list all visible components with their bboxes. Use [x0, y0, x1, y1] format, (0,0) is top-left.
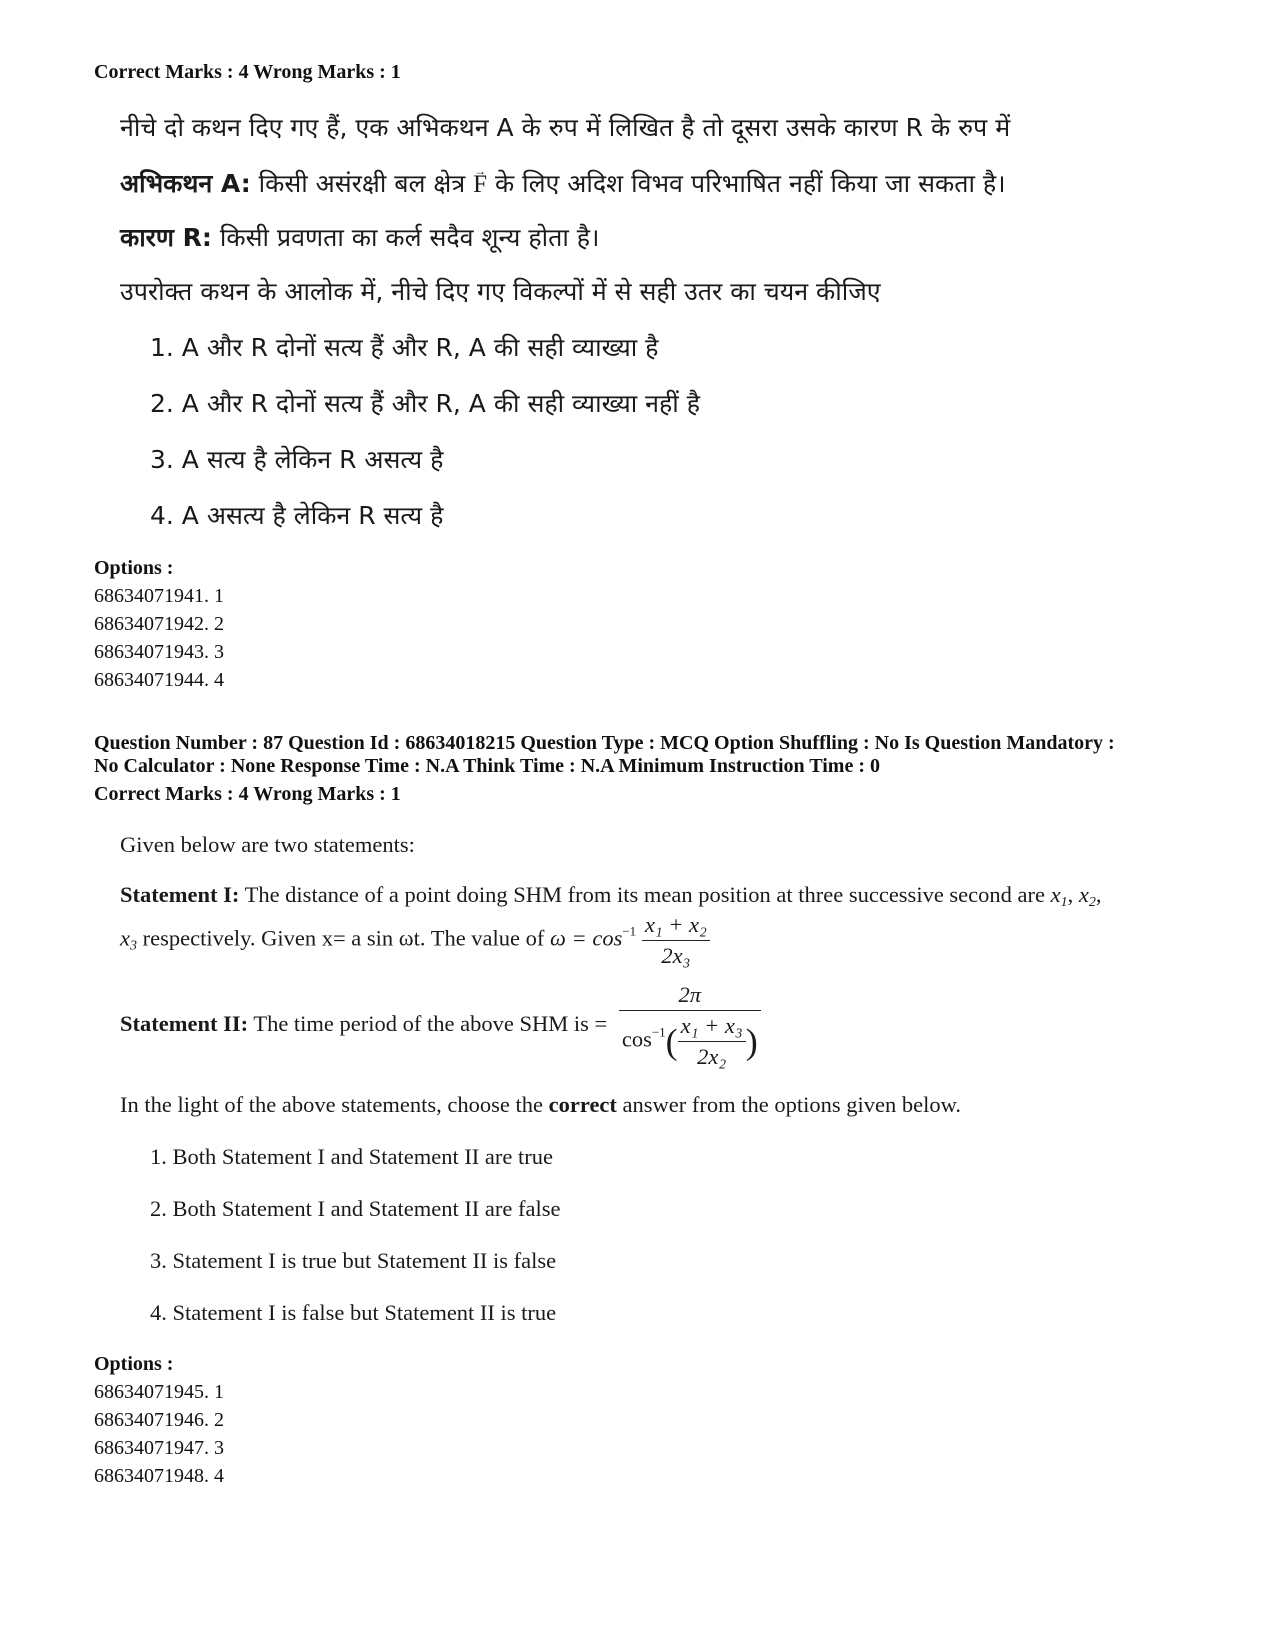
q87-choice-2: 2. Both Statement I and Statement II are false: [150, 1196, 561, 1221]
q86-option-4: 68634071944. 4: [94, 669, 224, 691]
q86-instruction: उपरोक्त कथन के आलोक में, नीचे दिए गए विकल्पों में से सही उतर का चयन कीजिए: [120, 277, 881, 306]
q87-marks: Correct Marks : 4 Wrong Marks : 1: [94, 783, 401, 805]
q86-reason: [120, 222, 600, 254]
q86-reason-text: किसी प्रवणता का कर्ल सदैव शून्य होता है।: [219, 223, 600, 252]
q87-header-line1: Question Number : 87 Question Id : 68634018215 Question Type : MCQ Option Shuffling : No Is Question Mandatory :: [94, 732, 1115, 754]
q87-choice-4: 4. Statement I is false but Statement II is true: [150, 1300, 557, 1325]
q86-force-symbol: → F: [473, 169, 487, 201]
q87-instruction-post: answer from the options given below.: [622, 1092, 962, 1117]
q86-intro: नीचे दो कथन दिए गए हैं, एक अभिकथन A के रुप में लिखित है तो दूसरा उसके कारण R के रुप में: [120, 113, 1011, 142]
q86-marks: Correct Marks : 4 Wrong Marks : 1: [94, 61, 401, 83]
q87-instruction-pre: In the light of the above statements, choose the: [120, 1092, 544, 1117]
q87-header-line2: No Calculator : None Response Time : N.A Think Time : N.A Minimum Instruction Time : 0: [94, 755, 880, 777]
q87-options-label: Options :: [94, 1353, 174, 1375]
q87-s1-x1: x: [1050, 882, 1061, 907]
q87-s2-inner-den: 2x₂: [697, 1044, 727, 1069]
q86-option-1: 68634071941. 1: [94, 585, 224, 607]
q87-option-2: 68634071946. 2: [94, 1409, 224, 1431]
q86-assertion-pre: किसी असंरक्षी बल क्षेत्र: [258, 169, 466, 198]
q87-s1-omega: ω = cos: [550, 925, 623, 951]
q87-s1-respectively: respectively. Given: [142, 925, 317, 951]
q87-s1-x3: x: [120, 925, 130, 951]
q87-s1-x2: x: [1078, 882, 1089, 907]
q87-s1-label: Statement I:: [120, 882, 240, 907]
q87-s2-text: The time period of the above SHM is =: [253, 1011, 608, 1037]
q87-statement2: [120, 980, 761, 1072]
q87-s1-given: x= a sin ωt. The value of: [321, 925, 545, 951]
q86-choice-4: 4. A असत्य है लेकिन R सत्य है: [150, 501, 444, 530]
q87-s2-inner-fraction: [678, 1011, 746, 1072]
q86-options-label: Options :: [94, 557, 174, 579]
q87-s1-text: The distance of a point doing SHM from its mean position at three successive second are: [244, 882, 1045, 907]
q86-assertion: [120, 168, 1006, 201]
q86-choice-1: 1. A और R दोनों सत्य हैं और R, A की सही व्याख्या है: [150, 333, 659, 362]
q87-instruction-bold: correct: [548, 1092, 617, 1117]
q87-s2-inner-num: x₁ + x₃: [678, 1011, 746, 1042]
q87-intro: Given below are two statements:: [120, 832, 415, 857]
q86-reason-label: कारण R:: [120, 223, 212, 252]
q87-s2-label: Statement II:: [120, 1011, 249, 1037]
q87-s2-fraction: 2π $\cos^{-1}$( $\frac{\text{x₁ + x₃}}{\text{2x₂}}$ ): [619, 980, 761, 1072]
q87-s1-fraction: [642, 910, 710, 971]
q86-option-3: 68634071943. 3: [94, 641, 224, 663]
q87-s2-cos: cos: [621, 1026, 652, 1052]
q87-instruction: [120, 1090, 961, 1120]
q87-statement1-line1: Statement I: The distance of a point doing SHM from its mean position at three successive second are $x_1$, $x_2$,: [120, 882, 1102, 910]
q87-choice-3: 3. Statement I is true but Statement II is false: [150, 1248, 557, 1273]
q87-s1-fraction-den: 2x₃: [661, 943, 691, 968]
q86-assertion-post: के लिए अदिश विभव परिभाषित नहीं किया जा सकता है।: [494, 169, 1006, 198]
q86-assertion-label: अभिकथन A:: [120, 169, 251, 198]
q86-choice-3: 3. A सत्य है लेकिन R असत्य है: [150, 445, 444, 474]
q87-s2-fraction-num: 2π: [619, 980, 761, 1011]
q87-option-4: 68634071948. 4: [94, 1465, 224, 1487]
q87-option-1: 68634071945. 1: [94, 1381, 224, 1403]
q87-choice-1: 1. Both Statement I and Statement II are true: [150, 1144, 554, 1169]
q86-choice-2: 2. A और R दोनों सत्य हैं और R, A की सही व्याख्या नहीं है: [150, 389, 700, 418]
q87-option-3: 68634071947. 3: [94, 1437, 224, 1459]
q87-statement1-line2: $x_3$ respectively. Given x= a sin ωt. The value of $\omega = \cos^{-1}$ $\frac{\text{x₁ + x₂}}{\text{2x₃}}$: [120, 910, 710, 971]
q87-s1-fraction-num: x₁ + x₂: [642, 910, 710, 941]
q86-option-2: 68634071942. 2: [94, 613, 224, 635]
